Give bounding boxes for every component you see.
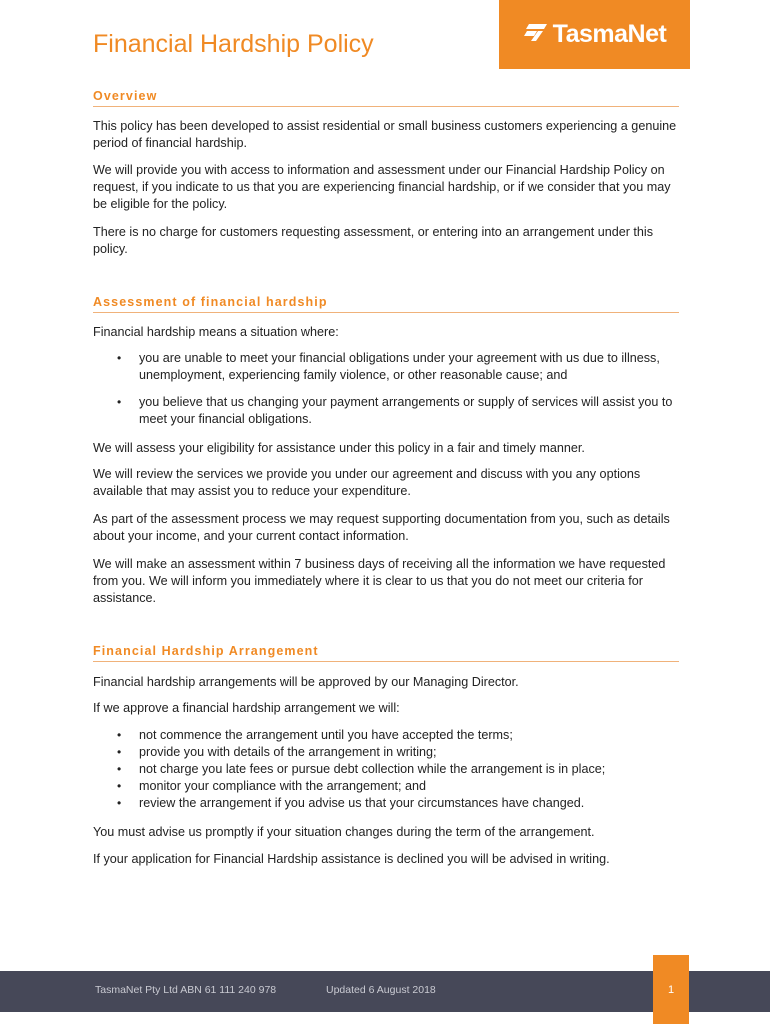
arrangement-paragraph: If we approve a financial hardship arrangement we will: <box>93 701 400 715</box>
list-item: • provide you with details of the arrangement in writing; <box>93 744 683 761</box>
assessment-paragraph: We will make an assessment within 7 business days of receiving all the information we have requested from you. We will inform you immediately where it is clear to us that you do not meet our criteria for assistance. <box>93 557 666 605</box>
assessment-paragraph: We will assess your eligibility for assistance under this policy in a fair and timely manner. <box>93 441 585 455</box>
assessment-paragraph: We will review the services we provide you under our agreement and discuss with you any options available that may assist you to reduce your expenditure. <box>93 467 641 498</box>
list-item: • monitor your compliance with the arrangement; and <box>93 778 683 795</box>
tasmanet-logo <box>499 0 690 69</box>
arrangement-paragraph: You must advise us promptly if your situation changes during the term of the arrangement. <box>93 825 595 839</box>
list-item: • you believe that us changing your payment arrangements or supply of services will assist you to meet your financial obligations. <box>93 394 683 428</box>
list-item: • not commence the arrangement until you have accepted the terms; <box>93 727 683 744</box>
overview-paragraph: We will provide you with access to information and assessment under our Financial Hardship Policy on request, if you indicate to us that you are experiencing financial hardship, or if we consider that you may be eligible for the policy. <box>93 163 671 211</box>
section-heading-assessment: Assessment of financial hardship <box>93 295 679 313</box>
section-heading-arrangement: Financial Hardship Arrangement <box>93 644 679 662</box>
assessment-paragraph: As part of the assessment process we may request supporting documentation from you, such as details about your income, and your current contact information. <box>93 512 670 543</box>
list-item: • not charge you late fees or pursue debt collection while the arrangement is in place; <box>93 761 683 778</box>
section-heading-overview: Overview <box>93 89 679 107</box>
hardship-criteria-list <box>93 350 683 438</box>
arrangement-paragraph: Financial hardship arrangements will be approved by our Managing Director. <box>93 675 519 689</box>
overview-paragraph: This policy has been developed to assist residential or small business customers experiencing a genuine period of financial hardship. <box>93 119 677 150</box>
page-title: Financial Hardship Policy <box>93 30 374 58</box>
logo-text: TasmaNet <box>552 20 667 48</box>
list-item: • review the arrangement if you advise us that your circumstances have changed. <box>93 795 683 812</box>
assessment-intro: Financial hardship means a situation where: <box>93 325 339 339</box>
arrangement-commitments-list <box>93 727 683 812</box>
list-item: • you are unable to meet your financial obligations under your agreement with us due to illness, unemployment, experiencing family violence, or other reasonable cause; and <box>93 350 683 384</box>
footer-company-abn: TasmaNet Pty Ltd ABN 61 111 240 978 <box>95 984 277 996</box>
logo-mark-icon <box>523 22 549 47</box>
overview-paragraph: There is no charge for customers requesting assessment, or entering into an arrangement under this policy. <box>93 225 654 256</box>
arrangement-paragraph: If your application for Financial Hardship assistance is declined you will be advised in writing. <box>93 852 610 866</box>
footer-updated-date: Updated 6 August 2018 <box>326 984 436 996</box>
page-number: 1 <box>653 955 689 1024</box>
